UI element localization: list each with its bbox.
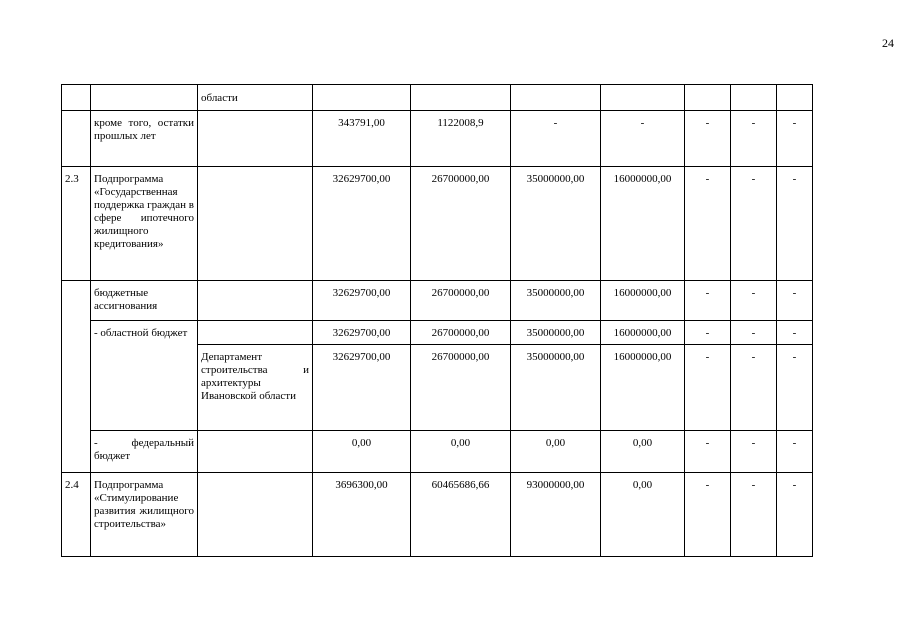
cell-executor: [198, 473, 313, 557]
cell-value: 16000000,00: [601, 281, 685, 321]
cell-value: 0,00: [313, 431, 411, 473]
cell-name: - федеральный бюджет: [91, 431, 198, 473]
cell-name: [91, 85, 198, 111]
cell-executor: [198, 321, 313, 345]
cell-value: 16000000,00: [601, 167, 685, 281]
cell-value: 35000000,00: [511, 167, 601, 281]
cell-value: -: [777, 167, 813, 281]
cell-value: -: [685, 473, 731, 557]
table-row: [62, 111, 813, 167]
cell-name: Подпрограмма «Стимулирование развития жилищного строительства»: [91, 473, 198, 557]
cell-value: -: [731, 473, 777, 557]
cell-no: [62, 111, 91, 167]
table-row: [62, 321, 813, 345]
cell-executor: [198, 431, 313, 473]
cell-executor: [198, 281, 313, 321]
cell-value: [685, 85, 731, 111]
cell-value: 60465686,66: [411, 473, 511, 557]
cell-value: 35000000,00: [511, 345, 601, 431]
cell-executor: [198, 111, 313, 167]
cell-value: -: [731, 321, 777, 345]
cell-value: -: [685, 167, 731, 281]
cell-value: 16000000,00: [601, 345, 685, 431]
cell-executor: области: [198, 85, 313, 111]
cell-value: -: [777, 281, 813, 321]
cell-value: -: [731, 431, 777, 473]
cell-value: [313, 85, 411, 111]
cell-value: [731, 85, 777, 111]
cell-name: кроме того, остатки прошлых лет: [91, 111, 198, 167]
cell-value: 26700000,00: [411, 281, 511, 321]
cell-value: 1122008,9: [411, 111, 511, 167]
cell-value: 0,00: [601, 473, 685, 557]
cell-value: 26700000,00: [411, 321, 511, 345]
cell-value: -: [685, 281, 731, 321]
cell-value: [777, 85, 813, 111]
page-number: 24: [882, 36, 894, 50]
cell-value: 0,00: [601, 431, 685, 473]
cell-name: Подпрограмма «Государственная поддержка граждан в сфере ипотечного жилищного кредитования»: [91, 167, 198, 281]
cell-value: 16000000,00: [601, 321, 685, 345]
cell-value: 93000000,00: [511, 473, 601, 557]
cell-value: [511, 85, 601, 111]
cell-value: 26700000,00: [411, 167, 511, 281]
cell-value: -: [685, 431, 731, 473]
cell-value: 343791,00: [313, 111, 411, 167]
cell-value: -: [731, 281, 777, 321]
cell-name: бюджетные ассигнования: [91, 281, 198, 321]
table-row: [62, 167, 813, 281]
cell-no: 2.3: [62, 167, 91, 281]
cell-no: [62, 85, 91, 111]
cell-value: 26700000,00: [411, 345, 511, 431]
cell-name: - областной бюджет: [91, 321, 198, 431]
cell-value: 0,00: [411, 431, 511, 473]
cell-value: -: [777, 345, 813, 431]
cell-no: [62, 281, 91, 473]
table-row: [62, 85, 813, 111]
cell-value: 32629700,00: [313, 345, 411, 431]
table-row: [62, 281, 813, 321]
cell-value: 32629700,00: [313, 321, 411, 345]
cell-value: -: [777, 111, 813, 167]
cell-value: 35000000,00: [511, 321, 601, 345]
cell-value: -: [731, 345, 777, 431]
cell-value: -: [685, 111, 731, 167]
cell-executor: [198, 167, 313, 281]
cell-value: 32629700,00: [313, 281, 411, 321]
cell-value: 0,00: [511, 431, 601, 473]
cell-value: -: [685, 321, 731, 345]
budget-table: [61, 84, 813, 557]
cell-value: 3696300,00: [313, 473, 411, 557]
table-row: [62, 431, 813, 473]
table-row: [62, 473, 813, 557]
cell-value: -: [777, 321, 813, 345]
cell-value: [411, 85, 511, 111]
cell-value: -: [601, 111, 685, 167]
cell-value: -: [731, 167, 777, 281]
cell-no: 2.4: [62, 473, 91, 557]
cell-value: -: [731, 111, 777, 167]
cell-value: -: [511, 111, 601, 167]
cell-executor: Департамент строительства и архитектуры Ивановской области: [198, 345, 313, 431]
cell-value: -: [777, 473, 813, 557]
cell-value: [601, 85, 685, 111]
cell-value: -: [685, 345, 731, 431]
cell-value: -: [777, 431, 813, 473]
cell-value: 35000000,00: [511, 281, 601, 321]
cell-value: 32629700,00: [313, 167, 411, 281]
